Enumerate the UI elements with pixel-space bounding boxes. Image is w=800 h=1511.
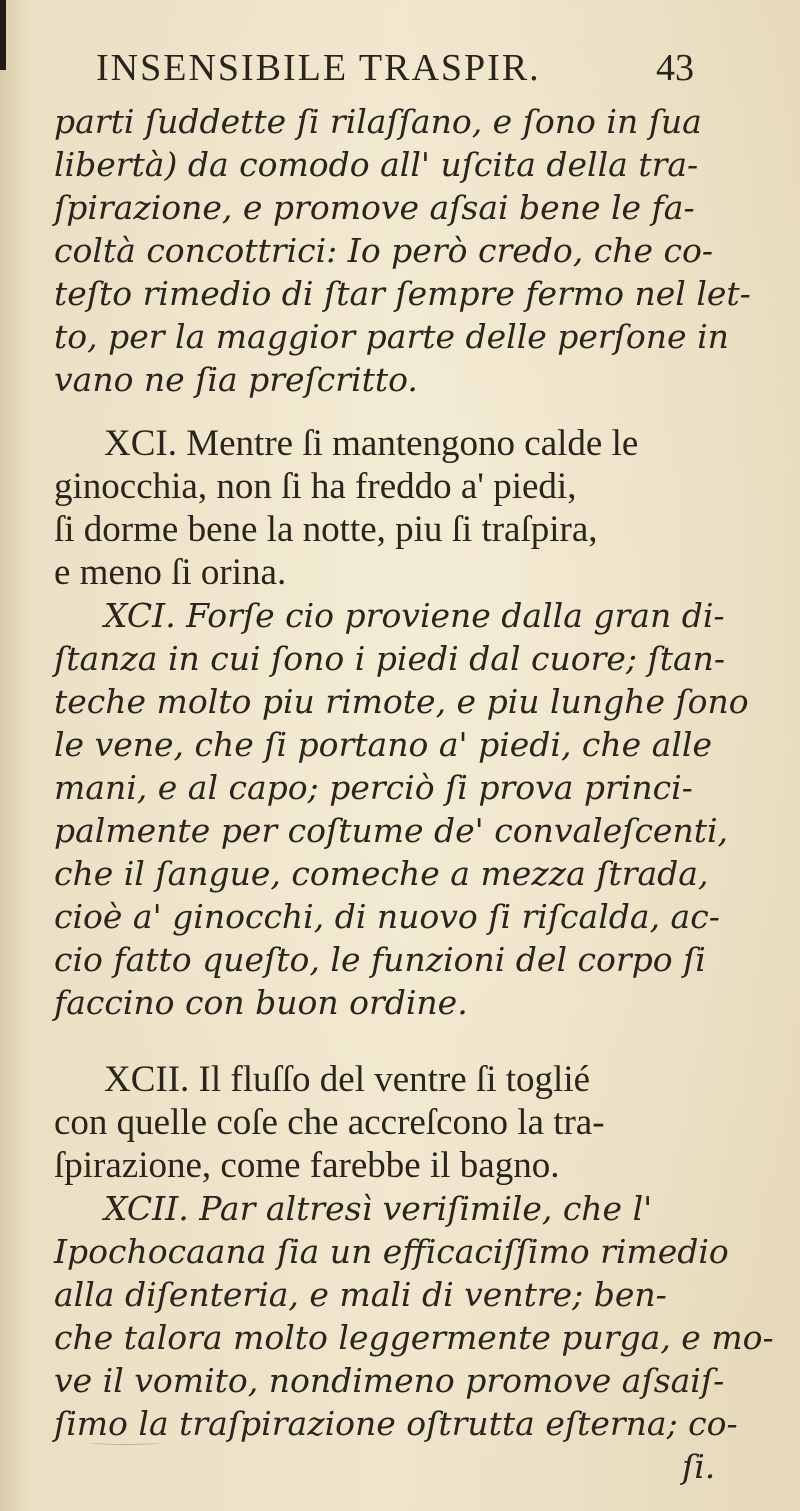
text-line: ſimo la traſpirazione oſtrutta eſterna; co-	[54, 1404, 738, 1443]
aphorism-xcii	[54, 1058, 774, 1187]
text-line: XCII. Il fluſſo del ventre ſi toglié	[104, 1059, 591, 1100]
text-line: con quelle coſe che accreſcono la tra-	[54, 1102, 605, 1143]
text-line: palmente per coſtume de' convaleſcenti,	[54, 811, 729, 850]
text-line: ginocchia, non ſi ha freddo a' piedi,	[54, 466, 577, 507]
text-line: parti ſuddette ſi rilaſſano, e ſono in ſua	[54, 102, 702, 141]
running-head: INSENSIBILE TRASPIR.	[96, 47, 541, 89]
text-line: ſpirazione, come farebbe il bagno.	[54, 1145, 560, 1186]
catchword: ſi.	[682, 1447, 716, 1486]
paragraph-continuation	[54, 100, 774, 401]
text-line: mani, e al capo; perciò ſi prova princi-	[54, 768, 693, 807]
text-line: XCII. Par altresì veriſimile, che l'	[104, 1189, 653, 1228]
text-line: cioè a' ginocchi, di nuovo ſi riſcalda, ac-	[54, 897, 720, 936]
aphorism-xci	[54, 422, 774, 594]
text-line: teſto rimedio di ſtar ſempre fermo nel let-	[54, 274, 751, 313]
text-line: libertà) da comodo all' uſcita della tra-	[54, 145, 699, 184]
text-line: coltà concottrici: Io però credo, che co-	[54, 231, 713, 270]
text-line: ſpirazione, e promove aſsai bene le fa-	[54, 188, 695, 227]
paper-smudge	[90, 1440, 160, 1445]
text-line: vano ne ſia preſcritto.	[54, 360, 418, 399]
commentary-xci	[54, 594, 774, 1024]
commentary-xcii	[54, 1187, 774, 1488]
text-line: alla diſenteria, e mali di ventre; ben-	[54, 1275, 667, 1314]
text-line: Ipochocaana ſia un efficaciſſimo rimedio	[54, 1232, 729, 1271]
page-header	[0, 46, 800, 96]
text-line: XCI. Mentre ſi mantengono calde le	[104, 423, 639, 464]
text-line: to, per la maggior parte delle perſone in	[54, 317, 729, 356]
text-line: cio fatto queſto, le funzioni del corpo ſi	[54, 940, 706, 979]
text-line: che talora molto leggermente purga, e mo-	[54, 1318, 774, 1357]
text-line: ve il vomito, nondimeno promove aſsaiſ-	[54, 1361, 725, 1400]
text-line: XCI. Forſe cio proviene dalla gran di-	[104, 596, 725, 635]
text-line: che il ſangue, comeche a mezza ſtrada,	[54, 854, 709, 893]
text-line: faccino con buon ordine.	[54, 983, 468, 1022]
text-line: e meno ſi orina.	[54, 552, 287, 593]
text-line: teche molto piu rimote, e piu lunghe ſono	[54, 682, 749, 721]
text-line: le vene, che ſi portano a' piedi, che alle	[54, 725, 713, 764]
text-line: ſtanza in cui ſono i piedi dal cuore; ſtan-	[54, 639, 726, 678]
text-line: ſi dorme bene la notte, piu ſi traſpira,	[54, 509, 598, 550]
page-number: 43	[656, 47, 694, 89]
